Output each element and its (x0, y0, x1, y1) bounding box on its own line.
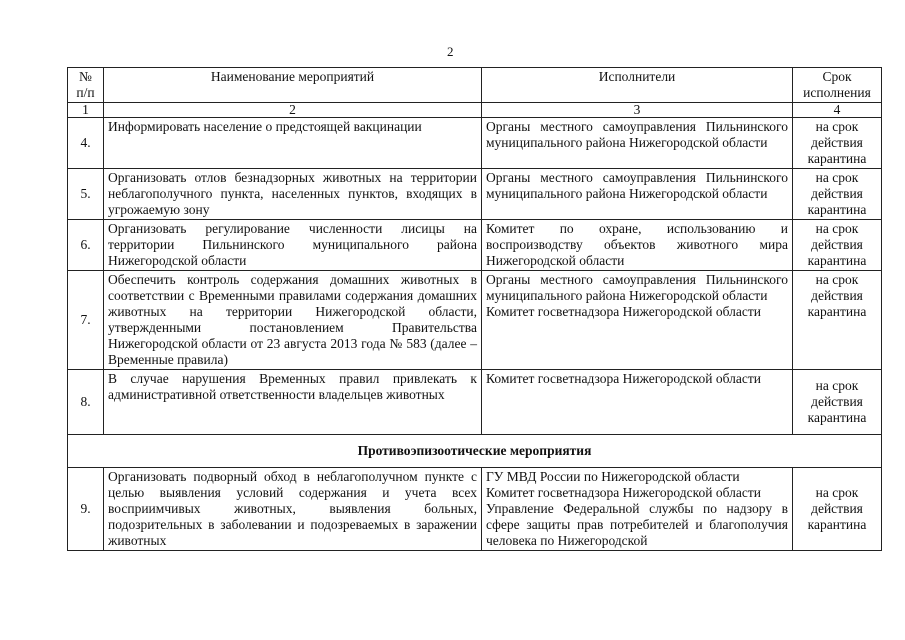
term-cell: на срок действия карантина (793, 118, 882, 169)
measure-name: В случае нарушения Временных правил привлекать к административной ответственности владельцев животных (104, 370, 482, 435)
column-numbers-row (68, 103, 882, 118)
row-number: 5. (68, 169, 104, 220)
executor: Комитет по охране, использованию и воспроизводству объектов животного мира Нижегородской области (486, 221, 788, 268)
row-number: 4. (68, 118, 104, 169)
row-number: 8. (68, 370, 104, 435)
executor-cell (482, 169, 793, 220)
measure-name: Обеспечить контроль содержания домашних животных в соответствии с Временными правилами содержания домашних животных на территории Нижегородской области, утвержденными постановлением Правительства Нижегородской области от 23 августа 2013 года № 583 (далее – Временные правила) (104, 271, 482, 370)
measure-name: Информировать население о предстоящей вакцинации (104, 118, 482, 169)
term-cell: на срок действия карантина (793, 169, 882, 220)
section-title: Противоэпизоотические мероприятия (68, 435, 882, 468)
executor: Органы местного самоуправления Пильнинского муниципального района Нижегородской области (486, 170, 788, 201)
executor-cell (482, 271, 793, 370)
measures-table (67, 67, 882, 551)
column-number: 2 (104, 103, 482, 118)
executor: ГУ МВД России по Нижегородской области (486, 469, 740, 484)
executor-cell (482, 220, 793, 271)
page-number: 2 (447, 44, 454, 59)
measure-name: Организовать регулирование численности лисицы на территории Пильнинского муниципального района Нижегородской области (104, 220, 482, 271)
table-row (68, 370, 882, 435)
table-row (68, 220, 882, 271)
column-number: 3 (482, 103, 793, 118)
row-number: 7. (68, 271, 104, 370)
table-row (68, 118, 882, 169)
column-number: 4 (793, 103, 882, 118)
column-number: 1 (68, 103, 104, 118)
executor-cell (482, 468, 793, 551)
executor: Комитет госветнадзора Нижегородской области (486, 371, 761, 386)
row-number: 6. (68, 220, 104, 271)
header-num: № п/п (68, 68, 104, 103)
executor-cell (482, 370, 793, 435)
table-row (68, 169, 882, 220)
term-cell: на срок действия карантина (793, 220, 882, 271)
executor: Комитет госветнадзора Нижегородской области (486, 304, 761, 319)
executor: Комитет госветнадзора Нижегородской области (486, 485, 761, 500)
section-heading-row (68, 435, 882, 468)
row-number: 9. (68, 468, 104, 551)
measure-name: Организовать подворный обход в неблагополучном пункте с целью выявления условий содержания и учета всех восприимчивых животных, выявления больных, подозрительных в заболевании и подозреваемых в заражении животных (104, 468, 482, 551)
table-row (68, 468, 882, 551)
measure-name: Организовать отлов безнадзорных животных на территории неблагополучного пункта, населенных пунктов, входящих в угрожаемую зону (104, 169, 482, 220)
term-cell: на срок действия карантина (793, 271, 882, 370)
executor: Органы местного самоуправления Пильнинского муниципального района Нижегородской области (486, 272, 788, 303)
executor: Управление Федеральной службы по надзору в сфере защиты прав потребителей и благополучия человека по Нижегородской (486, 501, 788, 548)
header-term: Срок исполнения (793, 68, 882, 103)
executor: Органы местного самоуправления Пильнинского муниципального района Нижегородской области (486, 119, 788, 150)
header-executors: Исполнители (482, 68, 793, 103)
table-row (68, 271, 882, 370)
executor-cell (482, 118, 793, 169)
term-cell: на срок действия карантина (793, 468, 882, 551)
term-cell: на срок действия карантина (793, 370, 882, 435)
table-header-row (68, 68, 882, 103)
header-name: Наименование мероприятий (104, 68, 482, 103)
